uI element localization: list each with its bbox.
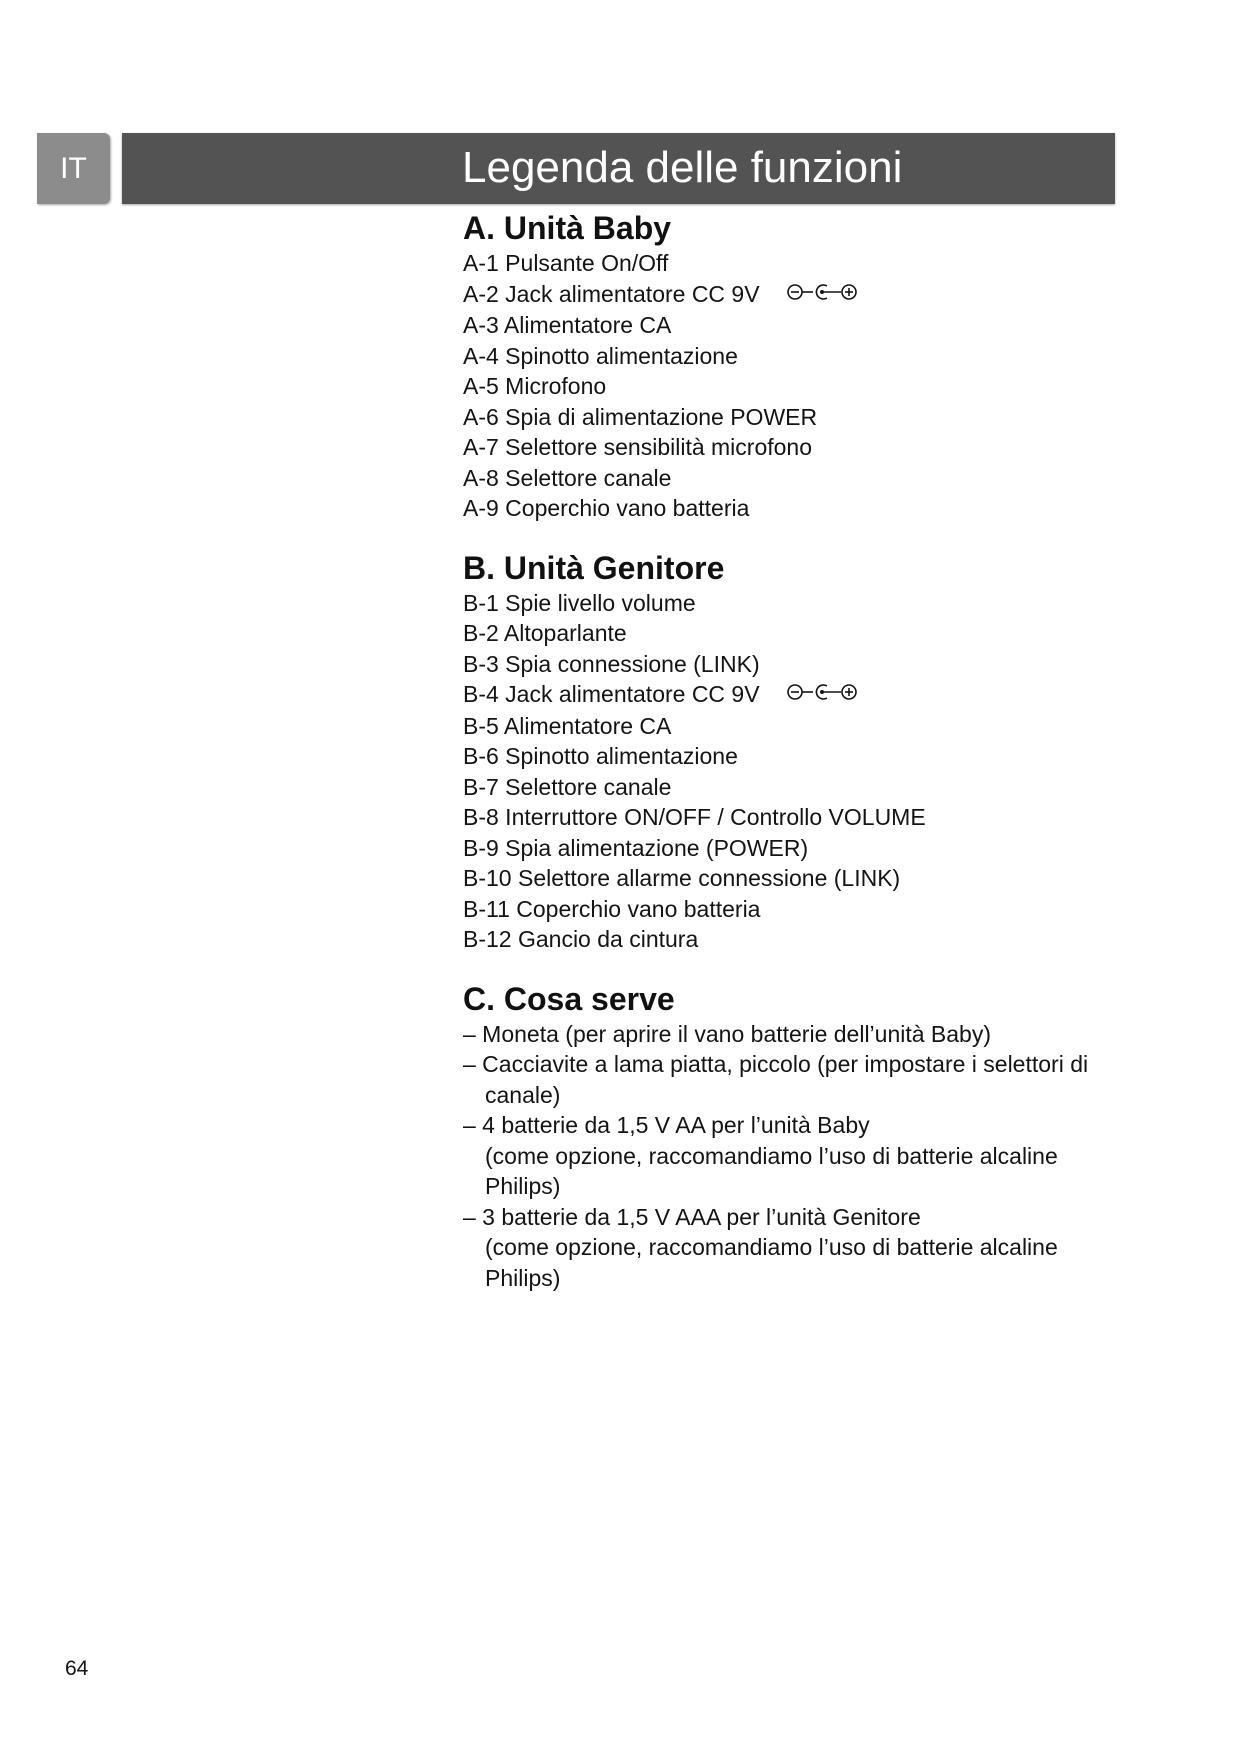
baby-unit-list bbox=[463, 248, 1123, 524]
content bbox=[463, 208, 1123, 1317]
page-title: Legenda delle funzioni bbox=[462, 143, 903, 192]
what-you-need-list bbox=[463, 1019, 1123, 1294]
list-item: B-12 Gancio da cintura bbox=[463, 926, 699, 952]
list-item: A-6 Spia di alimentazione POWER bbox=[463, 403, 818, 430]
list-item: A-4 Spinotto alimentazione bbox=[463, 342, 738, 369]
list-item: A-5 Microfono bbox=[463, 373, 607, 399]
section-heading-what-you-need: C. Cosa serve bbox=[463, 980, 675, 1017]
list-item: A-1 Pulsante On/Off bbox=[463, 250, 669, 276]
list-item bbox=[463, 1110, 1123, 1202]
section-baby-unit bbox=[463, 208, 1123, 524]
section-what-you-need bbox=[463, 979, 1123, 1294]
list-item: B-8 Interruttore ON/OFF / Controllo VOLUME bbox=[463, 804, 926, 830]
list-item bbox=[463, 1019, 1123, 1050]
parent-unit-list bbox=[463, 588, 1123, 955]
list-item-note: (come opzione, raccomandiamo l’uso di batterie alcaline Philips) bbox=[485, 1234, 1058, 1291]
list-item-text: – Moneta (per aprire il vano batterie dell’unità Baby) bbox=[463, 1020, 992, 1047]
list-item: B-6 Spinotto alimentazione bbox=[463, 743, 738, 769]
list-item: B-2 Altoparlante bbox=[463, 620, 627, 646]
list-item: B-10 Selettore allarme connessione (LINK) bbox=[463, 865, 901, 891]
page-number: 64 bbox=[65, 1657, 89, 1680]
list-item bbox=[463, 679, 1123, 711]
dc-polarity-icon bbox=[786, 680, 866, 711]
list-item: B-7 Selettore canale bbox=[463, 773, 672, 800]
section-parent-unit bbox=[463, 548, 1123, 955]
list-item: B-9 Spia alimentazione (POWER) bbox=[463, 834, 809, 861]
list-item: B-11 Coperchio vano batteria bbox=[463, 895, 761, 922]
list-item: A-7 Selettore sensibilità microfono bbox=[463, 434, 812, 460]
list-item-text: – Cacciavite a lama piatta, piccolo (per impostare i selettori di canale) bbox=[463, 1051, 1089, 1108]
list-item: B-1 Spie livello volume bbox=[463, 589, 696, 616]
title-bar bbox=[122, 133, 1115, 204]
list-item: A-3 Alimentatore CA bbox=[463, 312, 672, 338]
section-heading-parent-unit: B. Unità Genitore bbox=[463, 549, 725, 586]
list-item bbox=[463, 1049, 1123, 1110]
list-item-note: (come opzione, raccomandiamo l’uso di batterie alcaline Philips) bbox=[485, 1142, 1058, 1199]
list-item-text: B-4 Jack alimentatore CC 9V bbox=[463, 681, 760, 707]
list-item: B-5 Alimentatore CA bbox=[463, 712, 672, 739]
list-item-text: A-2 Jack alimentatore CC 9V bbox=[463, 280, 760, 307]
list-item: A-9 Coperchio vano batteria bbox=[463, 495, 750, 521]
list-item bbox=[463, 1202, 1123, 1294]
section-heading-baby-unit: A. Unità Baby bbox=[463, 210, 672, 246]
list-item: B-3 Spia connessione (LINK) bbox=[463, 650, 760, 677]
dc-polarity-icon bbox=[786, 280, 866, 311]
list-item: A-8 Selettore canale bbox=[463, 464, 672, 491]
language-tab: IT bbox=[37, 133, 110, 204]
list-item-text: – 4 batterie da 1,5 V AA per l’unità Baby bbox=[463, 1112, 870, 1138]
list-item-text: – 3 batterie da 1,5 V AAA per l’unità Genitore bbox=[463, 1203, 921, 1230]
list-item bbox=[463, 279, 1123, 311]
